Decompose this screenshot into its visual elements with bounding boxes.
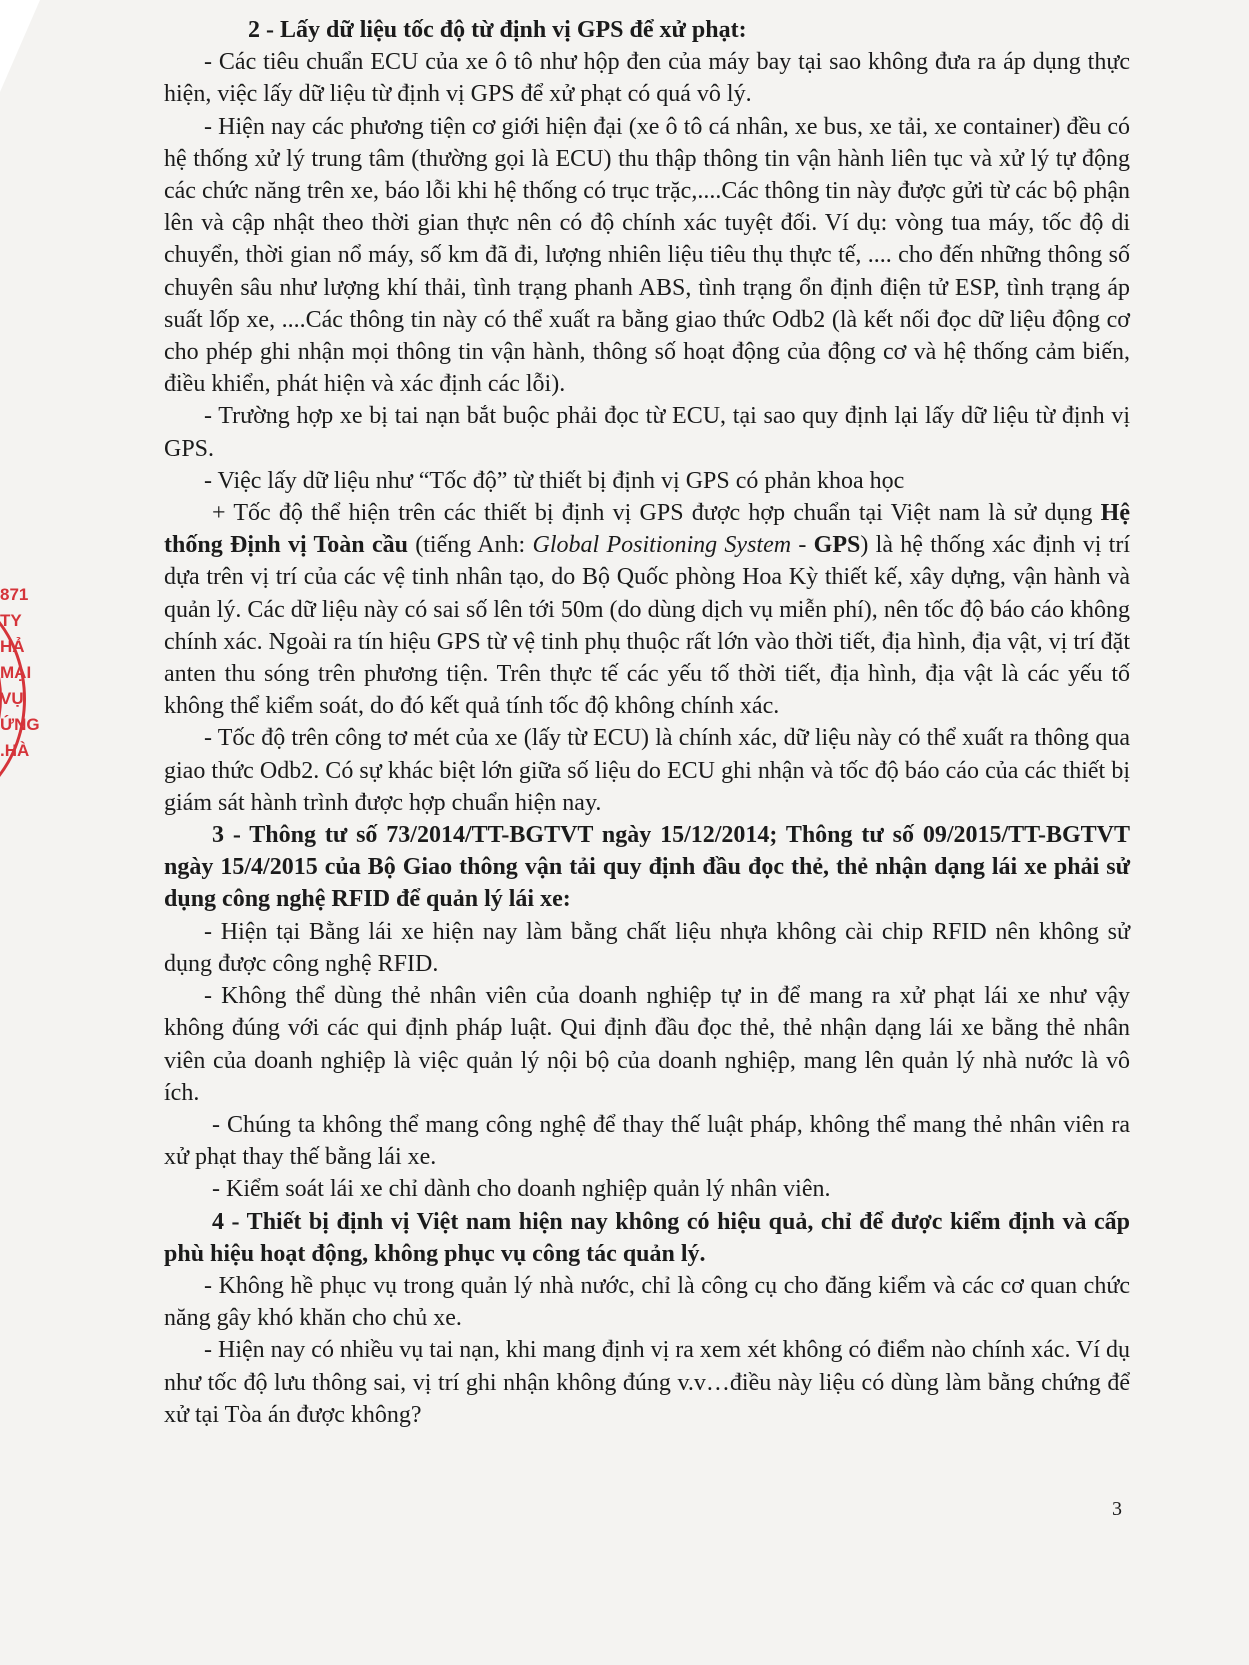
company-seal-stamp xyxy=(0,578,46,814)
paragraph: - Không hề phục vụ trong quản lý nhà nước, chỉ là công cụ cho đăng kiểm và các cơ quan chức năng gây khó khăn cho chủ xe. xyxy=(164,1272,1130,1332)
gps-paragraph xyxy=(164,497,1130,722)
gps-text: + Tốc độ thể hiện trên các thiết bị định vị GPS được hợp chuẩn tại Việt nam là sử dụng xyxy=(212,500,1101,527)
folded-corner xyxy=(0,0,40,92)
seal-text xyxy=(0,582,40,764)
gps-text: - xyxy=(791,532,814,559)
seal-fragment: TY xyxy=(0,611,22,630)
paragraph: - Việc lấy dữ liệu như “Tốc độ” từ thiết bị định vị GPS có phản khoa học xyxy=(204,467,905,494)
seal-fragment: VỤ xyxy=(0,689,24,708)
paragraph: - Hiện tại Bằng lái xe hiện nay làm bằng chất liệu nhựa không cài chip RFID nên không sử dụng được công nghệ RFID. xyxy=(164,918,1130,977)
seal-fragment: HẢ xyxy=(0,637,25,656)
paragraph: - Hiện nay các phương tiện cơ giới hiện đại (xe ô tô cá nhân, xe bus, xe tải, xe container) đều có hệ thống xử lý trung tâm (thường gọi là ECU) thu thập thông tin vận hành liên tục và xử lý tự động các chức năng trên xe, báo lỗi khi hệ thống có trục trặc,....Các thông tin này được gửi từ các bộ phận lên và cập nhật theo thời gian thực nên có độ chính xác tuyệt đối. Ví dụ: vòng tua máy, tốc độ di chuyển, thời gian nổ máy, số km đã đi, lượng nhiên liệu tiêu thụ thực tế, .... cho đến những thông số chuyên sâu như lượng khí thải, tình trạng phanh ABS, tình trạng ổn định điện tử ESP, tình trạng áp suất lốp xe, ....Các thông tin này có thể xuất ra bằng giao thức Odb2 (là kết nối đọc dữ liệu động cơ cho phép ghi nhận mọi thông tin vận hành, thông số hoạt động của động cơ và hệ thống cảm biến, điều khiển, phát hiện và xác định các lỗi). xyxy=(164,113,1130,398)
seal-fragment: .HÀ xyxy=(0,741,30,760)
paragraph: - Tốc độ trên công tơ mét của xe (lấy từ ECU) là chính xác, dữ liệu này có thể xuất ra thông qua giao thức Odb2. Có sự khác biệt lớn giữa số liệu do ECU ghi nhận và tốc độ báo cáo của các thiết bị giám sát hành trình được hợp chuẩn hiện nay. xyxy=(164,725,1130,816)
section-2-heading: 2 - Lấy dữ liệu tốc độ từ định vị GPS để xử phạt: xyxy=(248,17,747,43)
section-4-heading: 4 - Thiết bị định vị Việt nam hiện nay không có hiệu quả, chỉ để được kiểm định và cấp phù hiệu hoạt động, không phục vụ công tác quản lý. xyxy=(164,1208,1130,1267)
seal-fragment: MẠI xyxy=(0,663,32,682)
paragraph: - Chúng ta không thể mang công nghệ để thay thế luật pháp, không thể mang thẻ nhân viên ra xử phạt thay thế bằng lái xe. xyxy=(164,1111,1130,1171)
paragraph: - Không thể dùng thẻ nhân viên của doanh nghiệp tự in để mang ra xử phạt lái xe như vậy không đúng với các qui định pháp luật. Qui định đầu đọc thẻ, thẻ nhận dạng lái xe bằng thẻ nhân viên của doanh nghiệp là việc quản lý nội bộ của doanh nghiệp, mang lên quản lý nhà nước là vô ích. xyxy=(164,983,1130,1106)
page-number: 3 xyxy=(1112,1498,1122,1520)
gps-bold-term: Hệ thống Định vị Toàn cầu xyxy=(164,500,1130,559)
paragraph: - Trường hợp xe bị tai nạn bắt buộc phải đọc từ ECU, tại sao quy định lại lấy dữ liệu từ định vị GPS. xyxy=(164,403,1130,462)
section-3-heading: 3 - Thông tư số 73/2014/TT-BGTVT ngày 15/12/2014; Thông tư số 09/2015/TT-BGTVT ngày 15/4/2015 của Bộ Giao thông vận tải quy định đầu đọc thẻ, thẻ nhận dạng lái xe phải sử dụng công nghệ RFID để quản lý lái xe: xyxy=(164,822,1130,913)
paragraph: - Các tiêu chuẩn ECU của xe ô tô như hộp đen của máy bay tại sao không đưa ra áp dụng thực hiện, việc lấy dữ liệu từ định vị GPS để xử phạt có quá vô lý. xyxy=(164,49,1130,108)
gps-text: ) là hệ thống xác định vị trí dựa trên vị trí của các vệ tinh nhân tạo, do Bộ Quốc phòng Hoa Kỳ thiết kế, xây dựng, vận hành và quản lý. Các dữ liệu này có sai số lên tới 50m (do dùng dịch vụ miễn phí), nên tốc độ báo cáo không chính xác. Ngoài ra tín hiệu GPS từ vệ tinh phụ thuộc rất lớn vào thời tiết, địa hình, địa vật, vị trí đặt anten thu sóng trên phương tiện. Trên thực tế các yếu tố thời tiết, địa hình, địa vật là các yếu tố không thể kiểm soát, do đó kết quả tính tốc độ không chính xác. xyxy=(164,532,1131,720)
gps-text: (tiếng Anh: xyxy=(407,532,533,559)
gps-acronym: GPS xyxy=(813,532,861,559)
seal-fragment: 871 xyxy=(0,585,29,604)
paragraph: - Kiểm soát lái xe chỉ dành cho doanh nghiệp quản lý nhân viên. xyxy=(212,1176,831,1203)
paragraph: - Hiện nay có nhiều vụ tai nạn, khi mang định vị ra xem xét không có điểm nào chính xác. Ví dụ như tốc độ lưu thông sai, vị trí ghi nhận không đúng v.v…điều này liệu có dùng làm bằng chứng để xử tại Tòa án được không? xyxy=(164,1337,1131,1428)
gps-italic-term: Global Positioning System xyxy=(532,532,792,559)
seal-fragment: ỨNG xyxy=(0,715,40,734)
document-body xyxy=(164,14,1130,1431)
